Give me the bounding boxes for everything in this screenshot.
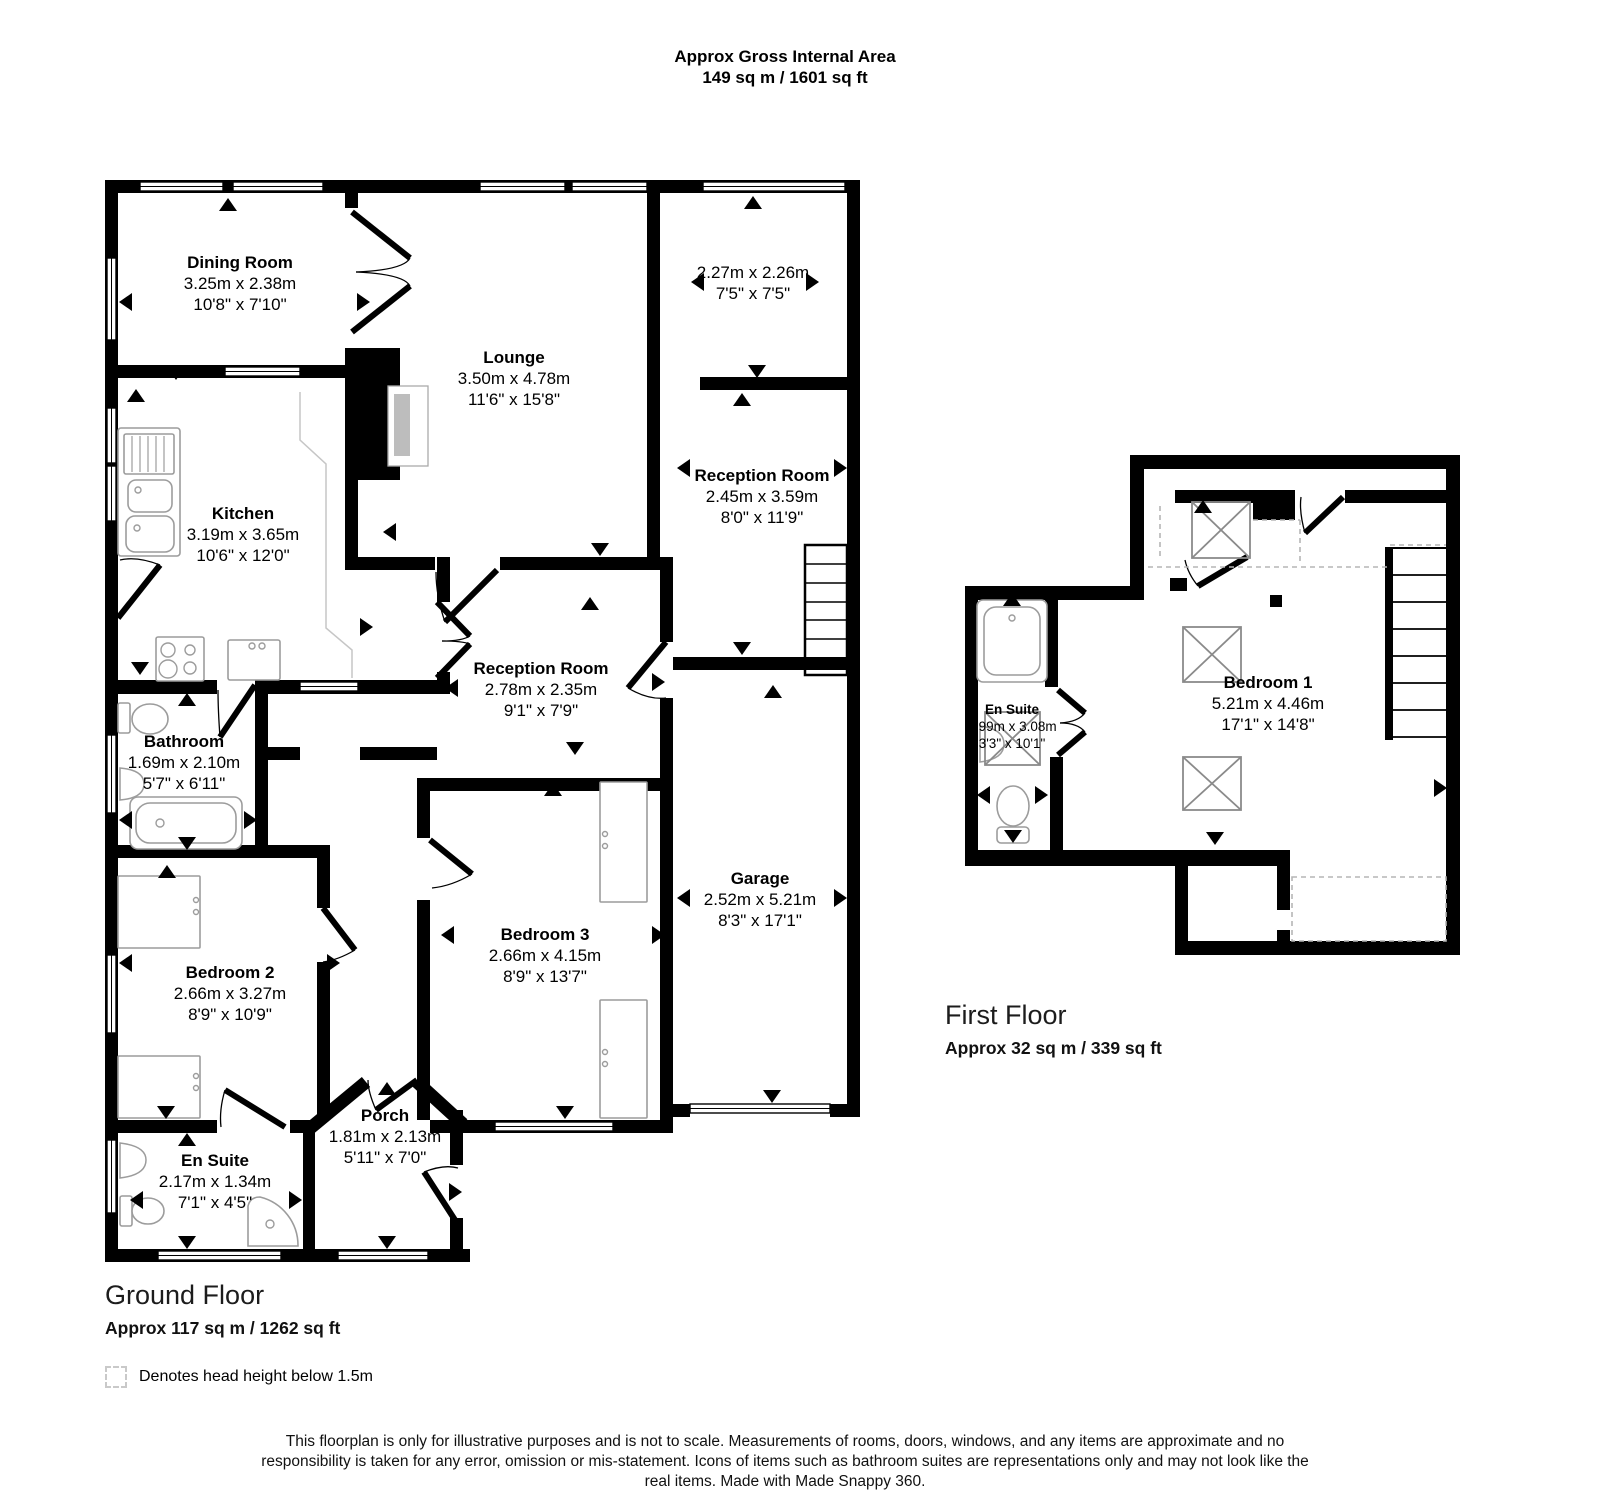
room-label-bathroom: Bathroom 1.69m x 2.10m 5'7" x 6'11" (127, 732, 241, 793)
gross-internal-area-title (674, 46, 895, 88)
first-floor-title: First Floor (945, 1000, 1067, 1030)
room-label-bedroom-3: Bedroom 3 2.66m x 4.15m 8'9" x 13'7" (488, 925, 602, 986)
first-floor-area: Approx 32 sq m / 339 sq ft (945, 1038, 1162, 1058)
head-height-legend-icon (105, 1366, 127, 1388)
room-label-lounge: Lounge 3.50m x 4.78m 11'6" x 15'8" (457, 348, 571, 409)
doors (118, 212, 1343, 1220)
head-height-legend (105, 1366, 373, 1388)
windows (107, 182, 845, 1260)
room-label-unnamed-room: 2.27m x 2.26m 7'5" x 7'5" (696, 263, 810, 303)
room-label-bedroom-1: Bedroom 1 5.21m x 4.46m 17'1" x 14'8" (1211, 673, 1325, 734)
stairs (805, 545, 1446, 740)
room-label-dining-room: Dining Room 3.25m x 2.38m 10'8" x 7'10" (183, 253, 297, 314)
room-label-reception-room-centre: Reception Room 2.78m x 2.35m 9'1" x 7'9" (473, 659, 609, 720)
room-label-en-suite-first: En Suite 0.99m x 3.08m 3'3" x 10'1" (967, 702, 1057, 751)
room-label-bedroom-2: Bedroom 2 2.66m x 3.27m 8'9" x 10'9" (173, 963, 287, 1024)
room-label-en-suite-ground: En Suite 2.17m x 1.34m 7'1" x 4'5" (158, 1151, 272, 1212)
title-line2: 149 sq m / 1601 sq ft (702, 68, 868, 87)
disclaimer-text: This floorplan is only for illustrative purposes and is not to scale. Measurements of rooms, doors, windows, and any items are approximate and no responsibility is taken for any error, omission or mis-statement. Icons of items such as bathroom suites are representations only and may not look like the real items. Made with Made Snappy 360. (261, 1433, 1309, 1490)
room-label-kitchen: Kitchen 3.19m x 3.65m 10'6" x 12'0" (186, 504, 300, 565)
room-label-reception-room-right: Reception Room 2.45m x 3.59m 8'0" x 11'9" (694, 466, 830, 527)
ground-floor-area: Approx 117 sq m / 1262 sq ft (105, 1318, 341, 1338)
head-height-legend-text: Denotes head height below 1.5m (139, 1368, 373, 1385)
room-label-garage: Garage 2.52m x 5.21m 8'3" x 17'1" (703, 869, 817, 930)
ground-floor-title: Ground Floor (105, 1280, 265, 1310)
room-label-porch: Porch 1.81m x 2.13m 5'11" x 7'0" (328, 1106, 442, 1167)
title-line1: Approx Gross Internal Area (674, 47, 896, 66)
